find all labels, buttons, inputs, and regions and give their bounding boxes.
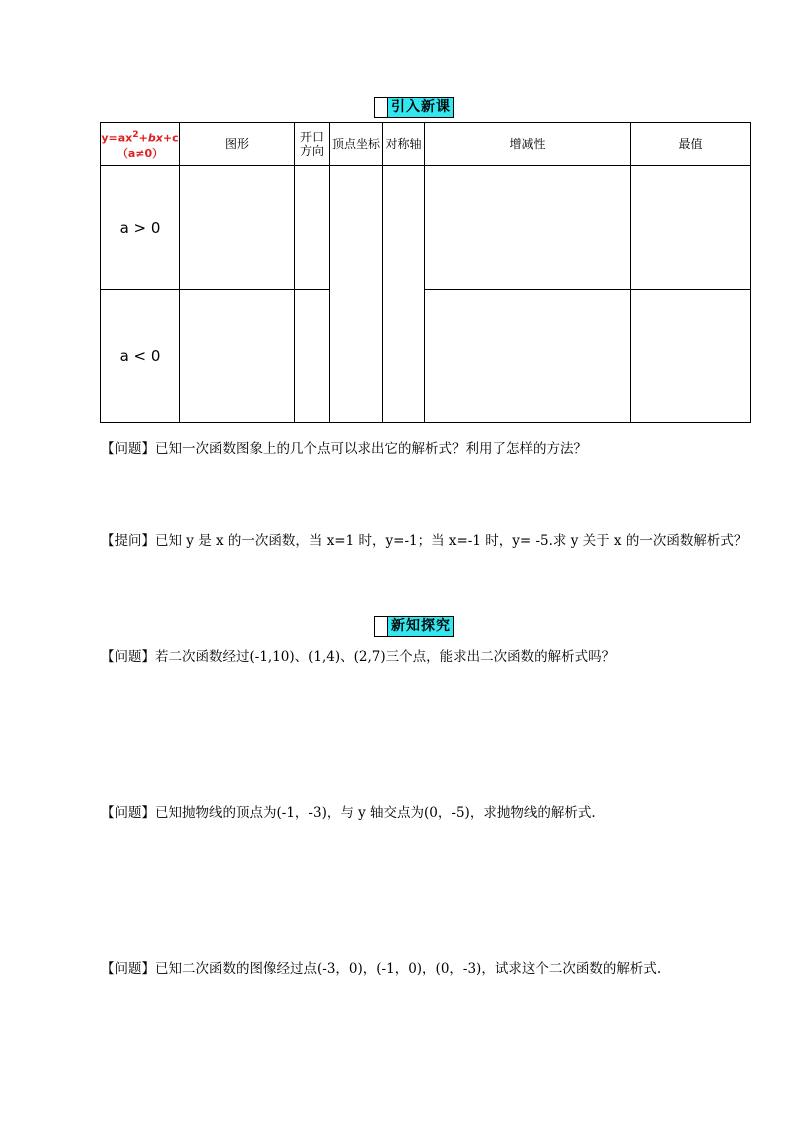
table-row	[101, 290, 751, 423]
cell-extreme	[631, 290, 751, 423]
formula-text: y=ax	[101, 131, 133, 145]
section-heading-explore	[374, 616, 454, 637]
cell-graph	[180, 166, 295, 290]
formula-tail: +c	[162, 131, 179, 145]
header-axis: 对称轴	[383, 123, 425, 166]
cell-opening	[295, 166, 330, 290]
prompt-paragraph: 【提问】已知 y 是 x 的一次函数，当 x=1 时，y=-1；当 x=-1 时，y= -5.求 y 关于 x 的一次函数解析式？	[101, 533, 748, 549]
cell-axis	[383, 166, 425, 423]
cell-opening	[295, 290, 330, 423]
question-paragraph: 【问题】已知二次函数的图像经过点(-3，0)，(-1，0)，(0，-3)，试求这个二次函数的解析式.	[101, 961, 662, 977]
question-paragraph: 【问题】已知抛物线的顶点为(-1，-3)，与 y 轴交点为(0，-5)，求抛物线的解析式.	[101, 805, 596, 821]
table-row	[101, 166, 751, 290]
section-title-intro: 引入新课	[388, 98, 453, 117]
section-heading-intro	[374, 97, 454, 118]
heading-marker	[375, 617, 388, 636]
question-paragraph: 【问题】若二次函数经过(-1,10)、(1,4)、(2,7)三个点，能求出二次函数的解析式吗？	[101, 649, 616, 665]
cell-monotonicity	[425, 166, 631, 290]
section-title-explore: 新知探究	[388, 617, 453, 636]
table-header-row	[101, 123, 751, 166]
case-label-positive: a > 0	[101, 166, 180, 290]
header-vertex: 顶点坐标	[330, 123, 383, 166]
case-label-negative: a < 0	[101, 290, 180, 423]
formula-plus: +	[138, 131, 148, 145]
formula-exponent: 2	[132, 129, 139, 141]
formula-condition: （a≠0）	[116, 146, 164, 160]
heading-marker	[375, 98, 388, 117]
question-paragraph: 【问题】已知一次函数图象上的几个点可以求出它的解析式？利用了怎样的方法？	[101, 441, 587, 457]
cell-monotonicity	[425, 290, 631, 423]
header-formula	[101, 123, 180, 166]
formula-bx: bx	[147, 131, 163, 145]
cell-extreme	[631, 166, 751, 290]
quadratic-summary-table	[100, 122, 751, 423]
header-monotonicity: 增减性	[425, 123, 631, 166]
cell-vertex	[330, 166, 383, 423]
header-graph: 图形	[180, 123, 295, 166]
cell-graph	[180, 290, 295, 423]
header-extreme: 最值	[631, 123, 751, 166]
header-opening-direction: 开口方向	[295, 123, 330, 166]
